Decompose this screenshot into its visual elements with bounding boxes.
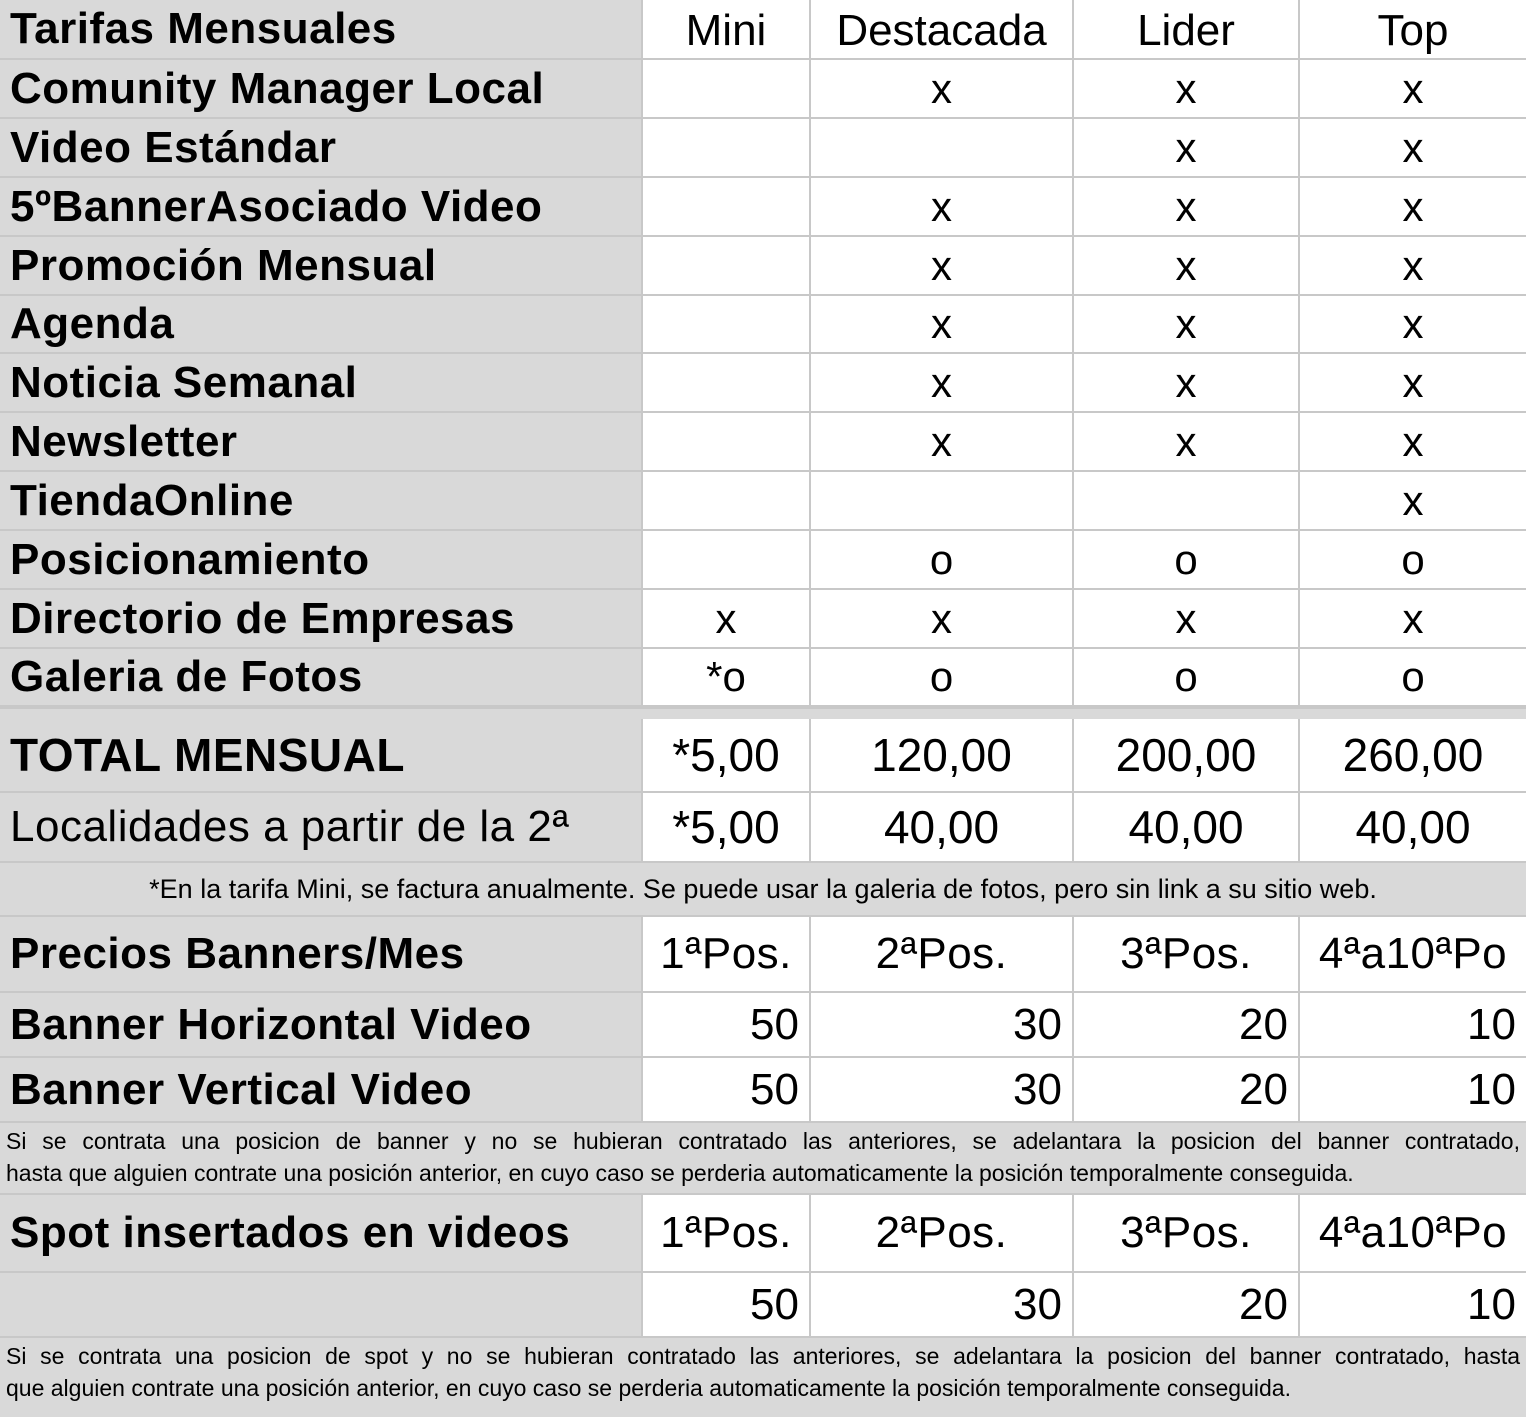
localidades-label: Localidades a partir de la 2ª: [0, 793, 643, 863]
feature-value-destacada: o: [811, 649, 1074, 707]
feature-label: Agenda: [0, 296, 643, 354]
spot-price-pos1: 50: [643, 1273, 811, 1338]
feature-value-destacada: x: [811, 354, 1074, 413]
localidades-mini: *5,00: [643, 793, 811, 863]
feature-row: [0, 60, 1526, 119]
feature-value-destacada: x: [811, 296, 1074, 354]
localidades-destacada: 40,00: [811, 793, 1074, 863]
feature-label: TiendaOnline: [0, 472, 643, 531]
spot-note-line: Si se contrata una posicion de spot y no se hubieran contratado las anteriores, se adelantara la posicion del banner contratado, hasta: [6, 1343, 1520, 1369]
localidades-row: [0, 793, 1526, 863]
spot-row-label: [0, 1273, 643, 1338]
feature-value-mini: [643, 531, 811, 590]
spot-price-pos3: 20: [1074, 1273, 1300, 1338]
spots-header-label: Spot insertados en videos: [0, 1195, 643, 1273]
banner-price-pos2: 30: [811, 993, 1074, 1058]
feature-value-mini: [643, 119, 811, 178]
total-top: 260,00: [1300, 719, 1526, 793]
spots-header-row: [0, 1195, 1526, 1273]
feature-value-destacada: x: [811, 590, 1074, 649]
feature-value-lider: x: [1074, 60, 1300, 119]
feature-value-mini: [643, 178, 811, 237]
spot-note-line: que alguien contrate una posición anterior, en cuyo caso se perderia automaticamente la posición temporalmente conseguida.: [6, 1375, 1291, 1401]
feature-label: Video Estándar: [0, 119, 643, 178]
feature-value-top: x: [1300, 60, 1526, 119]
feature-value-top: x: [1300, 237, 1526, 296]
feature-label: Newsletter: [0, 413, 643, 472]
feature-value-lider: o: [1074, 649, 1300, 707]
feature-row: [0, 237, 1526, 296]
feature-label: Galeria de Fotos: [0, 649, 643, 707]
feature-value-destacada: [811, 119, 1074, 178]
banner-position-4-10: 4ªa10ªPo: [1300, 917, 1526, 993]
feature-value-top: x: [1300, 296, 1526, 354]
mini-tariff-note: *En la tarifa Mini, se factura anualmente. Se puede usar la galeria de fotos, pero sin link a su sitio web.: [0, 863, 1526, 917]
banner-price-pos2: 30: [811, 1058, 1074, 1123]
banner-row-label: Banner Vertical Video: [0, 1058, 643, 1123]
feature-row: [0, 354, 1526, 413]
banner-position-2: 2ªPos.: [811, 917, 1074, 993]
banner-row: [0, 993, 1526, 1058]
feature-row: [0, 296, 1526, 354]
spot-position-4-10: 4ªa10ªPo: [1300, 1195, 1526, 1273]
plan-destacada-header: Destacada: [811, 0, 1074, 60]
feature-row: [0, 472, 1526, 531]
plan-lider-header: Lider: [1074, 0, 1300, 60]
total-lider: 200,00: [1074, 719, 1300, 793]
feature-value-lider: x: [1074, 178, 1300, 237]
total-mini: *5,00: [643, 719, 811, 793]
feature-value-lider: x: [1074, 413, 1300, 472]
tarifas-header-label: Tarifas Mensuales: [0, 0, 643, 60]
banners-header-row: [0, 917, 1526, 993]
feature-value-top: x: [1300, 178, 1526, 237]
feature-label: Comunity Manager Local: [0, 60, 643, 119]
spot-price-pos2: 30: [811, 1273, 1074, 1338]
feature-row: [0, 531, 1526, 590]
feature-row: [0, 649, 1526, 707]
feature-value-mini: [643, 472, 811, 531]
feature-label: Posicionamiento: [0, 531, 643, 590]
feature-row: [0, 119, 1526, 178]
feature-value-mini: *o: [643, 649, 811, 707]
feature-value-top: x: [1300, 354, 1526, 413]
spot-row: [0, 1273, 1526, 1338]
feature-value-top: x: [1300, 119, 1526, 178]
feature-row: [0, 178, 1526, 237]
banner-price-pos4-10: 10: [1300, 993, 1526, 1058]
feature-value-destacada: x: [811, 413, 1074, 472]
banner-price-pos3: 20: [1074, 993, 1300, 1058]
banner-price-pos1: 50: [643, 993, 811, 1058]
feature-label: Directorio de Empresas: [0, 590, 643, 649]
feature-value-destacada: o: [811, 531, 1074, 590]
total-mensual-row: [0, 719, 1526, 793]
feature-label: 5ºBannerAsociado Video: [0, 178, 643, 237]
feature-value-lider: x: [1074, 296, 1300, 354]
feature-value-mini: [643, 413, 811, 472]
feature-label: Noticia Semanal: [0, 354, 643, 413]
feature-value-mini: [643, 237, 811, 296]
feature-value-top: x: [1300, 590, 1526, 649]
banner-note: [0, 1123, 1526, 1195]
feature-value-lider: x: [1074, 119, 1300, 178]
feature-value-lider: x: [1074, 590, 1300, 649]
feature-value-destacada: [811, 472, 1074, 531]
feature-value-top: o: [1300, 531, 1526, 590]
spot-position-3: 3ªPos.: [1074, 1195, 1300, 1273]
feature-value-mini: [643, 354, 811, 413]
banner-position-3: 3ªPos.: [1074, 917, 1300, 993]
feature-label: Promoción Mensual: [0, 237, 643, 296]
banner-note-line: hasta que alguien contrate una posición anterior, en cuyo caso se perderia automaticamente la posición temporalmente conseguida.: [6, 1160, 1354, 1186]
spot-position-1: 1ªPos.: [643, 1195, 811, 1273]
feature-value-destacada: x: [811, 60, 1074, 119]
feature-value-mini: [643, 296, 811, 354]
tarifas-header-row: [0, 0, 1526, 60]
banner-price-pos3: 20: [1074, 1058, 1300, 1123]
feature-row: [0, 413, 1526, 472]
banner-note-line: Si se contrata una posicion de banner y no se hubieran contratado las anteriores, se adelantara la posicion del banner contratado,: [6, 1128, 1520, 1154]
spot-position-2: 2ªPos.: [811, 1195, 1074, 1273]
feature-value-lider: x: [1074, 237, 1300, 296]
feature-value-top: o: [1300, 649, 1526, 707]
total-mensual-label: TOTAL MENSUAL: [0, 719, 643, 793]
feature-value-lider: [1074, 472, 1300, 531]
plan-top-header: Top: [1300, 0, 1526, 60]
banner-row: [0, 1058, 1526, 1123]
banner-position-1: 1ªPos.: [643, 917, 811, 993]
feature-value-top: x: [1300, 472, 1526, 531]
feature-value-destacada: x: [811, 178, 1074, 237]
feature-value-lider: x: [1074, 354, 1300, 413]
banner-row-label: Banner Horizontal Video: [0, 993, 643, 1058]
banners-header-label: Precios Banners/Mes: [0, 917, 643, 993]
localidades-lider: 40,00: [1074, 793, 1300, 863]
feature-value-mini: x: [643, 590, 811, 649]
localidades-top: 40,00: [1300, 793, 1526, 863]
banner-price-pos1: 50: [643, 1058, 811, 1123]
feature-row: [0, 590, 1526, 649]
feature-value-lider: o: [1074, 531, 1300, 590]
total-destacada: 120,00: [811, 719, 1074, 793]
feature-value-mini: [643, 60, 811, 119]
banner-price-pos4-10: 10: [1300, 1058, 1526, 1123]
spot-note: [0, 1338, 1526, 1417]
feature-value-top: x: [1300, 413, 1526, 472]
feature-value-destacada: x: [811, 237, 1074, 296]
spot-price-pos4-10: 10: [1300, 1273, 1526, 1338]
plan-mini-header: Mini: [643, 0, 811, 60]
